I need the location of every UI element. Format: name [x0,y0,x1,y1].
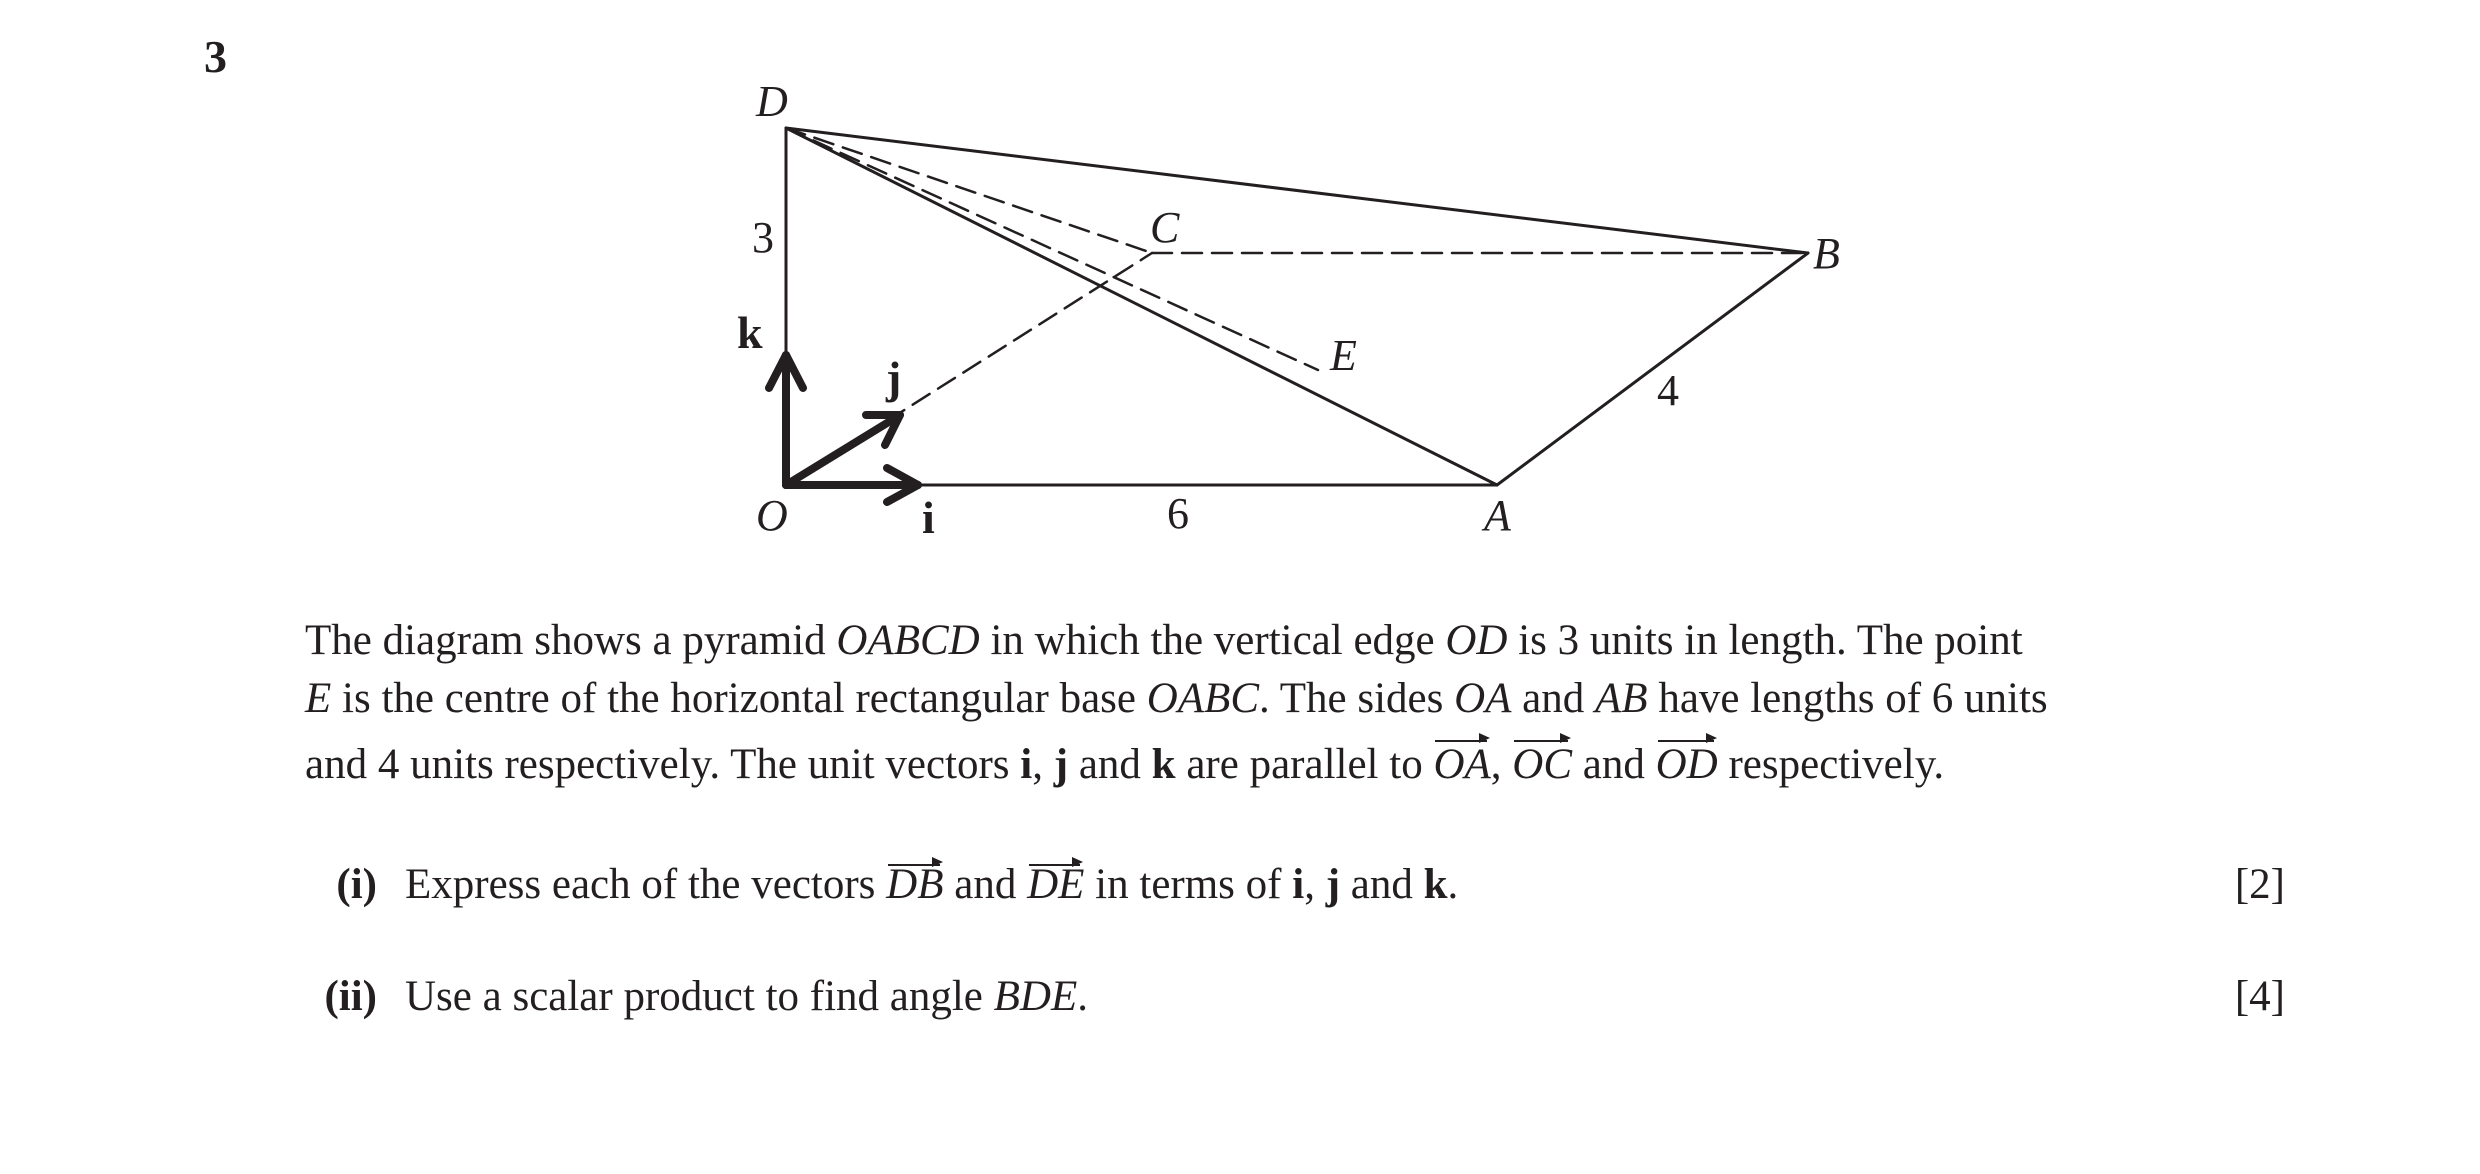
part-text-run: in terms of [1084,861,1293,908]
unit-vector-j: j [1325,861,1341,908]
label-k: k [737,307,763,358]
vector-db: DB [886,861,944,908]
part-text-run: , [1304,861,1326,908]
label-d: D [756,77,788,126]
edge-ab [1497,253,1808,485]
part-text [405,972,1088,1021]
length-ab: 4 [1657,366,1679,415]
part-text-run: Express each of the vectors [405,861,887,908]
unit-vector-j: j [1053,741,1069,789]
intro-line-2 [305,670,2285,728]
line-de [786,128,1318,370]
vector-od: OD [1656,736,1718,794]
part-text-run: . [1077,973,1088,1020]
edge-db [786,128,1808,253]
part-text-run: Use a scalar product to find angle [405,973,994,1020]
label-e: E [1330,331,1357,380]
intro-text: and [1511,675,1596,723]
intro-text: , [1032,741,1054,789]
label-j: j [886,352,902,403]
unit-vector-i: i [1020,741,1033,789]
part-text-run: . [1447,861,1459,908]
point-name: E [305,675,332,723]
unit-vector-k: k [1151,741,1176,789]
intro-text: , [1490,741,1513,789]
label-o: O [756,491,788,540]
marks: [4] [2234,973,2285,1020]
vector-oa: OA [1433,736,1490,794]
intro-text: respectively. [1717,741,1945,789]
side-name: OA [1454,675,1512,723]
intro-text: is the centre of the horizontal rectangular base [331,675,1147,723]
intro-text: The diagram shows a pyramid [305,617,837,664]
intro-text: and [1572,741,1656,789]
label-a: A [1484,491,1511,540]
pyramid-name: OABCD [836,617,980,664]
marks: [2] [2234,861,2285,908]
intro-line-1 [305,612,2285,670]
intro-text: are parallel to [1175,741,1434,789]
length-oa: 6 [1167,489,1189,538]
intro-text: is 3 units in length. The point [1507,617,2023,664]
angle-name: BDE [993,973,1078,1020]
label-c: C [1150,203,1180,252]
question-number: 3 [204,31,227,82]
side-name: AB [1595,675,1648,723]
intro-text: . The sides [1259,675,1455,723]
part-label: (i) [336,861,377,908]
part-text-run: and [943,861,1028,908]
edge-name: OD [1445,617,1508,664]
length-od: 3 [752,213,774,262]
vector-de: DE [1027,861,1085,908]
intro-line-3 [305,736,2285,794]
unit-vector-k: k [1423,861,1448,908]
intro-text: and 4 units respectively. The unit vectors [305,741,1021,789]
question-intro [305,612,2285,794]
unit-vector-i: i [1292,861,1305,908]
part-text-run: and [1340,861,1424,908]
vector-oc: OC [1512,736,1572,794]
intro-text: have lengths of 6 units [1647,675,2048,723]
part-text [405,860,1458,909]
part-label: (ii) [324,973,377,1020]
base-name: OABC [1146,675,1260,723]
unit-vector-k-arrow [769,355,803,485]
edge-dc [786,128,1152,253]
label-i: i [922,492,935,543]
label-b: B [1813,229,1840,278]
intro-text: and [1068,741,1152,789]
intro-text: in which the vertical edge [979,617,1446,664]
unit-vector-j-arrow [786,415,900,485]
